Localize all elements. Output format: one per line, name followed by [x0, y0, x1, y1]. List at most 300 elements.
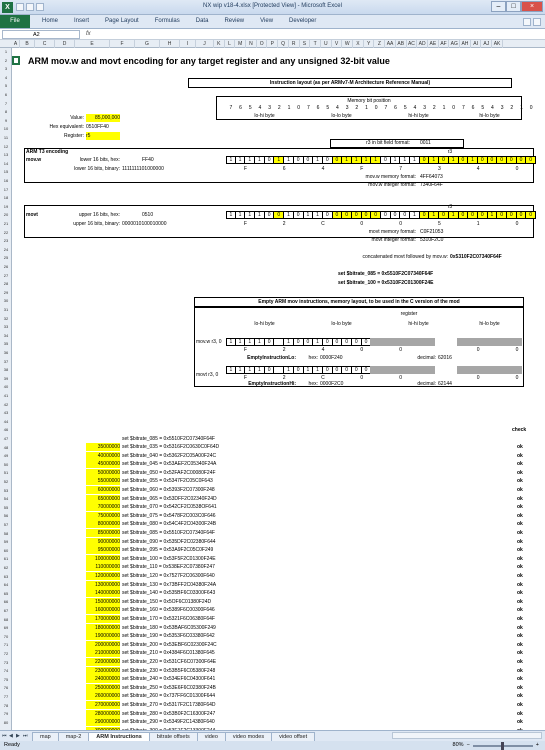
movt-r3-label: movt r3, 0	[196, 372, 219, 378]
column-u[interactable]: U	[321, 40, 332, 48]
row-78[interactable]: 78	[3, 702, 9, 708]
nibble-cell: 0	[399, 347, 402, 353]
tab-data[interactable]: Data	[195, 18, 209, 24]
row-13[interactable]: 13	[3, 152, 9, 158]
next-sheet-icon[interactable]: ▶	[16, 733, 20, 739]
bit-cell: 0	[478, 211, 488, 219]
column-af[interactable]: AF	[439, 40, 450, 48]
register-cell[interactable]: r5	[86, 132, 120, 140]
column-r[interactable]: R	[289, 40, 300, 48]
nibble-cell: 0	[399, 375, 402, 381]
row-50[interactable]: 50	[3, 461, 9, 467]
row-12[interactable]: 12	[3, 143, 9, 149]
row-67[interactable]: 67	[3, 608, 9, 613]
row-34[interactable]: 34	[3, 332, 9, 338]
row-47[interactable]: 47	[3, 436, 9, 441]
bit-cell: 0	[381, 211, 391, 219]
bitrate-value[interactable]: 35000000	[86, 443, 120, 451]
row-20[interactable]: 20	[3, 212, 9, 218]
row-62[interactable]: 62	[3, 565, 9, 570]
row-16[interactable]: 16	[3, 178, 9, 183]
bit-cell: 1	[284, 211, 294, 219]
bitrate-command: set $bitrate_040 = 0x5362F2C05A00F24C	[122, 452, 217, 459]
bit-cell: 0	[439, 211, 449, 219]
row-49[interactable]: 49	[3, 453, 9, 459]
zoom-slider[interactable]	[473, 745, 533, 747]
bitrate-command: set $bitrate_270 = 0x5317F2C17380F64D	[122, 702, 216, 708]
grey-hi-lo-cells-2	[457, 366, 522, 374]
bitrate-value[interactable]: 170000000	[86, 615, 120, 623]
close-button[interactable]: ×	[521, 1, 543, 12]
row-39[interactable]: 39	[3, 375, 9, 381]
row-2[interactable]: 2	[4, 57, 8, 63]
column-x[interactable]: X	[353, 40, 364, 48]
tab-map[interactable]: map	[32, 732, 59, 741]
bit-cell: 0	[333, 211, 343, 219]
column-d[interactable]: D	[55, 40, 75, 48]
row-56[interactable]: 56	[3, 513, 9, 519]
row-46[interactable]: 46	[3, 427, 9, 433]
bit-cell: 1	[342, 156, 352, 164]
zoom-out-icon[interactable]: −	[466, 742, 470, 748]
row-48[interactable]: 48	[3, 444, 9, 450]
zoom-in-icon[interactable]: +	[535, 742, 539, 748]
row-61[interactable]: 61	[3, 556, 9, 562]
bit-cell: 0	[439, 156, 449, 164]
bitrate-check: ok	[517, 461, 523, 468]
bitrate-check: ok	[517, 659, 523, 665]
tab-video-modes[interactable]: video modes	[225, 732, 272, 741]
byte-label-hi-lo: hi-lo byte	[479, 113, 500, 119]
row-22[interactable]: 22	[3, 229, 9, 235]
column-a[interactable]: A	[12, 40, 20, 48]
register-label: Register:	[63, 133, 84, 139]
column-t[interactable]: T	[310, 40, 321, 48]
bitrate-command: set $bitrate_085 = 0x5510F2C07340F64F	[122, 530, 215, 536]
bitrate-value[interactable]: 220000000	[86, 658, 120, 666]
bit-cell: 1	[400, 156, 410, 164]
memory-bit-label: Memory bit position	[347, 98, 391, 104]
bit-position: 6	[316, 105, 320, 111]
row-27[interactable]: 27	[3, 272, 9, 278]
bit-cell: 0	[342, 366, 352, 374]
bitrate-value[interactable]: 210000000	[86, 649, 120, 657]
row-29[interactable]: 29	[3, 289, 9, 295]
row-17[interactable]: 17	[3, 186, 9, 192]
row-18[interactable]: 18	[3, 195, 9, 201]
bit-cell: 0	[352, 338, 362, 346]
tab-video[interactable]: video	[197, 732, 226, 741]
row-76[interactable]: 76	[3, 685, 9, 691]
last-sheet-icon[interactable]: ⏭	[23, 733, 28, 739]
bitrate-value[interactable]: 250000000	[86, 684, 120, 692]
bitrate-check: ok	[517, 452, 523, 459]
row-30[interactable]: 30	[3, 298, 9, 304]
row-80[interactable]: 80	[3, 719, 9, 725]
bitrate-list	[12, 443, 545, 733]
column-n[interactable]: N	[246, 40, 257, 48]
bit-cell: 1	[236, 338, 246, 346]
row-74[interactable]: 74	[3, 668, 9, 674]
bitrate-value[interactable]: 140000000	[86, 589, 120, 597]
row-8[interactable]: 8	[4, 109, 8, 115]
bitrate-value[interactable]: 95000000	[86, 546, 120, 554]
column-w[interactable]: W	[342, 40, 353, 48]
bitrate-command: set $bitrate_250 = 0x53E6F6C02380F24B	[122, 684, 216, 691]
column-e[interactable]: E	[75, 40, 110, 48]
column-v[interactable]: V	[332, 40, 343, 48]
bitrate-value[interactable]: 50000000	[86, 469, 120, 477]
bitrate-value[interactable]: 75000000	[86, 512, 120, 520]
bitrate-value[interactable]: 70000000	[86, 503, 120, 511]
row-32[interactable]: 32	[3, 315, 9, 321]
bitrate-value[interactable]: 230000000	[86, 667, 120, 675]
bit-cell: 1	[410, 156, 420, 164]
bitrate-command: set $bitrate_055 = 0x5347F2C05C0F643	[122, 478, 213, 485]
column-ag[interactable]: AG	[449, 40, 460, 48]
row-43[interactable]: 43	[3, 410, 9, 416]
bit-cell: 1	[226, 156, 236, 164]
bit-cell: 0	[478, 156, 488, 164]
column-ac[interactable]: AC	[407, 40, 418, 48]
bit-cell: 0	[304, 156, 314, 164]
bit-cell: 1	[255, 338, 265, 346]
title-bar	[0, 0, 545, 15]
tab-view[interactable]: View	[260, 18, 274, 24]
column-g[interactable]: G	[135, 40, 160, 48]
empty-hi-label: EmptyInstructionHi:	[248, 381, 296, 387]
row-72[interactable]: 72	[3, 651, 9, 656]
row-15[interactable]: 15	[3, 169, 9, 175]
row-73[interactable]: 73	[3, 659, 9, 665]
status-bar	[0, 741, 545, 750]
grey-cell	[370, 338, 380, 346]
bitrate-value[interactable]: 270000000	[86, 701, 120, 709]
selected-cell-a2[interactable]	[12, 56, 20, 65]
column-aa[interactable]: AA	[385, 40, 396, 48]
row-75[interactable]: 75	[3, 676, 9, 682]
r3-field-value: 0011	[420, 140, 431, 146]
bitrate-value[interactable]: 60000000	[86, 486, 120, 494]
bit-position: 6	[471, 105, 475, 111]
column-o[interactable]: O	[257, 40, 268, 48]
bit-cell: 0	[294, 156, 304, 164]
movw-nibbles-row	[226, 165, 536, 173]
bitrate-command: set $bitrate_260 = 0x737FF6C01300F644	[122, 693, 215, 700]
bit-cell: 0	[371, 211, 381, 219]
bitrate-check: ok	[517, 512, 523, 519]
bit-position: 4	[413, 105, 417, 111]
row-10[interactable]: 10	[3, 126, 9, 132]
concat-value: 0x5310F2C07340F64F	[450, 254, 502, 260]
tab-developer[interactable]: Developer	[289, 18, 317, 24]
row-21[interactable]: 21	[3, 221, 9, 226]
bitrate-value[interactable]: 80000000	[86, 520, 120, 528]
row-35[interactable]: 35	[3, 341, 9, 347]
bit-cell: 0	[333, 366, 343, 374]
bit-position: 1	[520, 105, 523, 111]
column-y[interactable]: Y	[364, 40, 375, 48]
row-19[interactable]: 19	[3, 203, 9, 209]
worksheet-grid[interactable]	[12, 48, 545, 730]
bit-cell: 0	[497, 156, 507, 164]
bitrate-command: set $bitrate_190 = 0x5353F6C03380F642	[122, 633, 215, 640]
bit-position: 2	[277, 105, 281, 111]
bit-cell: 0	[381, 156, 391, 164]
bitrate-value[interactable]: 130000000	[86, 581, 120, 589]
nibble-cell: F	[243, 375, 247, 381]
row-63[interactable]: 63	[3, 573, 9, 579]
row-41[interactable]: 41	[3, 393, 9, 398]
column-ai[interactable]: AI	[471, 40, 482, 48]
tab-video-offset[interactable]: video offset	[271, 732, 315, 741]
tab-home[interactable]: Home	[42, 18, 59, 24]
bit-cell: 0	[352, 366, 362, 374]
bit-cell: 0	[459, 211, 469, 219]
column-ah[interactable]: AH	[460, 40, 471, 48]
horizontal-scrollbar[interactable]	[392, 732, 542, 739]
bitrate-check: ok	[517, 719, 523, 726]
row-38[interactable]: 38	[3, 367, 9, 373]
row-77[interactable]: 77	[3, 694, 9, 699]
bit-cell: 0	[265, 366, 275, 374]
row-1[interactable]: 1	[4, 49, 8, 54]
prev-sheet-icon[interactable]: ◀	[9, 733, 13, 739]
movt-upper16-bin: 0000010100010000	[122, 221, 167, 227]
row-71[interactable]: 71	[3, 642, 9, 648]
bit-position: 5	[326, 105, 330, 111]
r3-marker: r3	[447, 149, 453, 155]
bitrate-value[interactable]: 190000000	[86, 632, 120, 640]
bitrate-value[interactable]: 280000000	[86, 710, 120, 718]
bitrate-check: ok	[517, 487, 523, 493]
row-14[interactable]: 14	[3, 160, 9, 166]
concat-label: concatenated movt followed by mov.w:	[362, 254, 448, 260]
tab-arm-instructions[interactable]: ARM Instructions	[88, 732, 150, 741]
bit-position: 1	[442, 105, 446, 111]
fx-icon[interactable]: fx	[86, 31, 91, 37]
row-57[interactable]: 57	[3, 522, 9, 527]
bit-position: 5	[403, 105, 407, 111]
row-33[interactable]: 33	[3, 324, 9, 330]
bit-cell: 1	[255, 156, 265, 164]
bit-cell: 0	[342, 338, 352, 346]
row-59[interactable]: 59	[3, 539, 9, 545]
bitrate-value[interactable]: 200000000	[86, 641, 120, 649]
help-icon[interactable]	[523, 18, 531, 26]
movw-int: 7340F64F	[420, 182, 443, 188]
bit-cell: 0	[517, 156, 527, 164]
minimize-button[interactable]: –	[491, 1, 506, 12]
column-z[interactable]: Z	[375, 40, 386, 48]
bit-cell: 0	[497, 211, 507, 219]
column-f[interactable]: F	[110, 40, 135, 48]
bitrate-value[interactable]: 160000000	[86, 606, 120, 614]
row-6[interactable]: 6	[4, 92, 8, 97]
nibble-cell: 1	[476, 221, 480, 227]
bit-cell: 0	[468, 211, 478, 219]
bit-cell: 1	[429, 156, 439, 164]
bitrate-command: set $bitrate_220 = 0x531CF6C07300F64E	[122, 659, 217, 665]
row-66[interactable]: 66	[3, 599, 9, 605]
row-40[interactable]: 40	[3, 384, 9, 390]
bit-cell: 0	[294, 366, 304, 374]
row-37[interactable]: 37	[3, 358, 9, 364]
bitrate-value[interactable]: 110000000	[86, 563, 120, 571]
row-79[interactable]: 79	[3, 711, 9, 717]
column-ad[interactable]: AD	[417, 40, 428, 48]
byte-label-lo-lo: lo-lo byte	[331, 113, 352, 119]
row-58[interactable]: 58	[3, 530, 9, 536]
tab-formulas[interactable]: Formulas	[154, 18, 180, 24]
bit-cell: 0	[526, 211, 536, 219]
row-26[interactable]: 26	[3, 264, 9, 269]
bitrate-check: ok	[517, 469, 523, 476]
row-7[interactable]: 7	[4, 100, 8, 106]
bitrate-value[interactable]: 290000000	[86, 718, 120, 726]
tab-bitrate-offsets[interactable]: bitrate offsets	[149, 732, 198, 741]
bitrate-value[interactable]: 260000000	[86, 692, 120, 700]
row-9[interactable]: 9	[4, 117, 8, 123]
ribbon-minimize-icon[interactable]	[533, 18, 541, 26]
nibble-cell: 0	[360, 347, 364, 353]
column-j[interactable]: J	[196, 40, 214, 48]
nibble-cell: 0	[515, 347, 519, 353]
row-55[interactable]: 55	[3, 504, 9, 510]
column-k[interactable]: K	[214, 40, 225, 48]
column-i[interactable]: I	[180, 40, 196, 48]
bitrate-check: ok	[517, 702, 523, 708]
ribbon-tabs	[0, 15, 545, 29]
column-ab[interactable]: AB	[396, 40, 407, 48]
column-h[interactable]: H	[160, 40, 180, 48]
bitrate-value[interactable]: 55000000	[86, 477, 120, 485]
bit-cell: 0	[294, 338, 304, 346]
bit-cell: 0	[333, 338, 343, 346]
movt-upper16-hex-label: upper 16 bits, hex:	[78, 212, 120, 218]
row-52[interactable]: 52	[3, 479, 9, 484]
name-box[interactable]: A2	[2, 30, 80, 39]
value-cell[interactable]: 85,000,000	[86, 114, 120, 122]
movt-label: movt	[26, 212, 38, 218]
bitrate-value[interactable]: 180000000	[86, 624, 120, 632]
row-68[interactable]: 68	[3, 616, 9, 622]
bitrate-command: set $bitrate_050 = 0x52FAF2C00080F24F	[122, 469, 216, 476]
bitrate-command: set $bitrate_035 = 0x5316F2C0630C0F64D	[122, 444, 220, 450]
bit-cell: 0	[362, 338, 372, 346]
movt-int-label: movt integer format:	[371, 237, 416, 243]
hex-label: Hex equivalent:	[49, 124, 84, 130]
column-q[interactable]: Q	[278, 40, 289, 48]
column-ae[interactable]: AE	[428, 40, 439, 48]
empty-byte-hi-hi: hi-hi byte	[408, 321, 429, 327]
file-tab[interactable]: File	[0, 15, 30, 28]
column-p[interactable]: P	[268, 40, 279, 48]
nibble-cell: 0	[476, 375, 480, 381]
empty-lo-label: EmptyInstructionLo:	[247, 355, 296, 361]
bitrate-value[interactable]: 65000000	[86, 495, 120, 503]
nibble-cell: 0	[515, 221, 519, 227]
column-aj[interactable]: AJ	[482, 40, 493, 48]
row-64[interactable]: 64	[3, 582, 9, 588]
empty-hi-dec-label: decimal:	[417, 381, 436, 387]
bitrate-value[interactable]: 100000000	[86, 555, 120, 563]
register-col-label: register	[400, 311, 418, 317]
row-4[interactable]: 4	[4, 74, 8, 80]
bit-cell: 1	[226, 366, 236, 374]
movw-bits-row	[226, 156, 536, 164]
row-28[interactable]: 28	[3, 281, 9, 287]
bit-position: 4	[258, 105, 262, 111]
tab-review[interactable]: Review	[224, 18, 245, 24]
bitrate-value[interactable]: 90000000	[86, 538, 120, 546]
row-3[interactable]: 3	[4, 66, 8, 72]
first-sheet-icon[interactable]: ⏮	[2, 733, 7, 739]
bitrate-value[interactable]: 85000000	[86, 529, 120, 537]
bitrate-command: set $bitrate_110 = 0x538EF2C07380F247	[122, 564, 215, 571]
row-53[interactable]: 53	[3, 487, 9, 493]
bitrate-value[interactable]: 40000000	[86, 452, 120, 460]
bitrate-value[interactable]: 120000000	[86, 572, 120, 580]
column-m[interactable]: M	[235, 40, 246, 48]
bitrate-command: set $bitrate_060 = 0x5393F2C07300F248	[122, 487, 215, 493]
row-23[interactable]: 23	[3, 238, 9, 244]
bit-cell: 1	[313, 156, 323, 164]
row-51[interactable]: 51	[3, 470, 9, 476]
bit-position: 6	[239, 105, 242, 111]
column-ak[interactable]: AK	[492, 40, 503, 48]
row-5[interactable]: 5	[4, 83, 8, 89]
column-c[interactable]: C	[35, 40, 55, 48]
maximize-button[interactable]: □	[506, 1, 521, 12]
column-b[interactable]: B	[20, 40, 35, 48]
bit-position: 7	[229, 105, 233, 111]
bitrate-command: set $bitrate_180 = 0x53BAF6C05300F249	[122, 624, 216, 631]
bit-position: 2	[510, 105, 514, 111]
bitrate-value[interactable]: 45000000	[86, 460, 120, 468]
row-54[interactable]: 54	[3, 496, 9, 502]
bitrate-check: ok	[517, 684, 523, 691]
bit-cell: 0	[274, 211, 284, 219]
row-42[interactable]: 42	[3, 401, 9, 407]
column-l[interactable]: L	[225, 40, 236, 48]
bitrate-value[interactable]: 240000000	[86, 675, 120, 683]
row-11[interactable]: 11	[3, 135, 9, 140]
row-69[interactable]: 69	[3, 625, 9, 631]
tab-page-layout[interactable]: Page Layout	[105, 18, 139, 24]
tab-insert[interactable]: Insert	[74, 18, 90, 24]
bit-cell: 1	[255, 366, 265, 374]
row-25[interactable]: 25	[3, 255, 9, 261]
row-65[interactable]: 65	[3, 590, 9, 596]
bitrate-command: set $bitrate_080 = 0x54C4F2C04300F24B	[122, 521, 217, 528]
tab-map-2[interactable]: map-2	[58, 732, 90, 741]
bit-position: 7	[306, 105, 310, 111]
row-70[interactable]: 70	[3, 633, 9, 639]
movt-mem-label: movt memory format:	[368, 229, 416, 235]
bitrate-command: set $bitrate_120 = 0x7527F2C06300F640	[122, 573, 215, 579]
bit-position: 0	[374, 105, 378, 111]
hex-cell: 0510FF40	[86, 124, 109, 130]
bitrate-value[interactable]: 150000000	[86, 598, 120, 606]
column-s[interactable]: S	[300, 40, 311, 48]
row-60[interactable]: 60	[3, 547, 9, 553]
row-44[interactable]: 44	[3, 418, 9, 424]
row-36[interactable]: 36	[3, 350, 9, 355]
row-31[interactable]: 31	[3, 307, 9, 312]
bit-position: 1	[365, 105, 368, 111]
row-24[interactable]: 24	[3, 246, 9, 252]
